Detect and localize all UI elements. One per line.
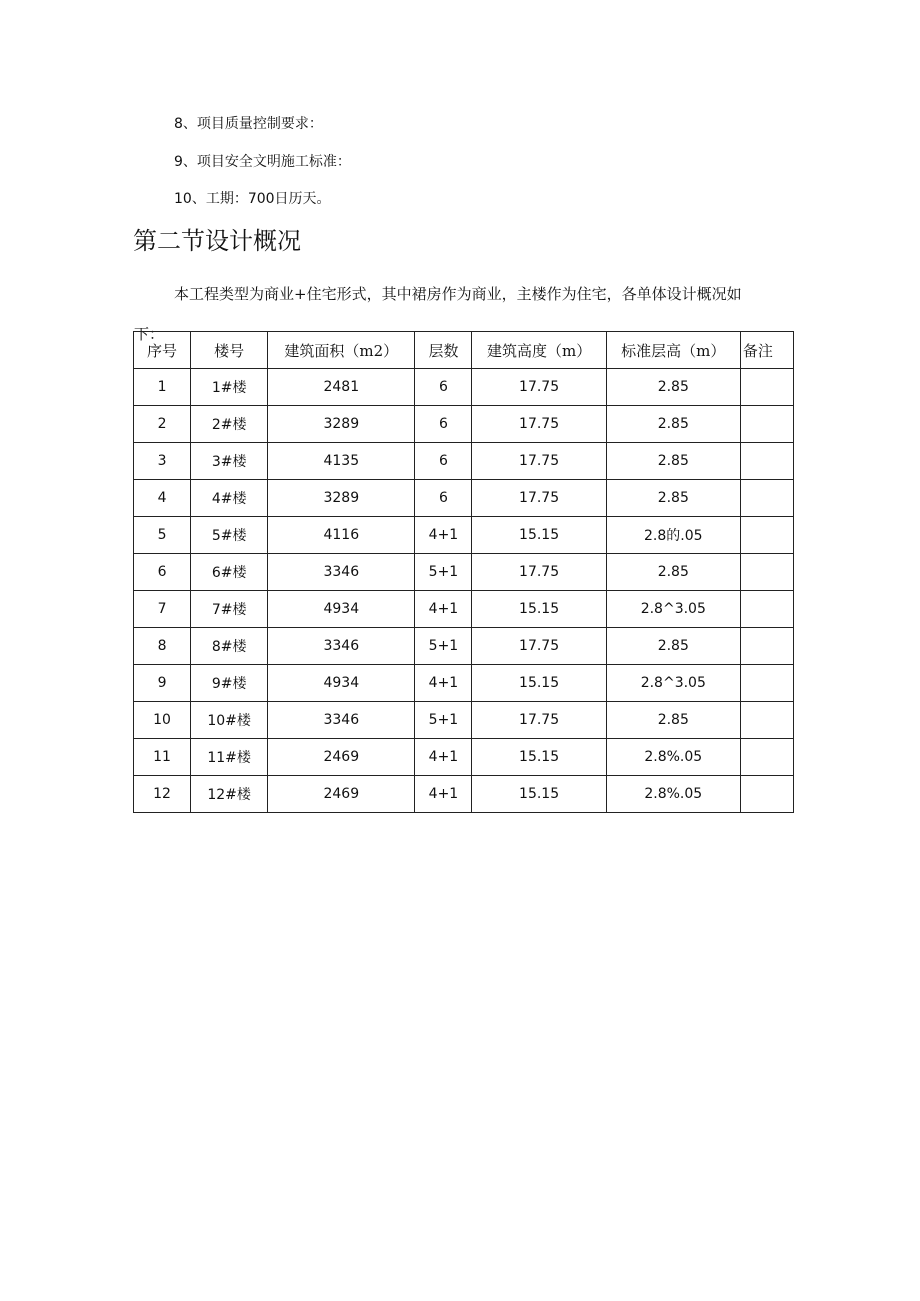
header-cell-floor-height: 标准层高（m） — [606, 332, 740, 369]
cell-remarks — [740, 665, 793, 702]
cell-remarks — [740, 702, 793, 739]
cell-height: 15.15 — [472, 739, 606, 776]
cell-index: 3 — [134, 443, 191, 480]
table-row — [134, 776, 794, 813]
cell-remarks — [740, 739, 793, 776]
cell-index: 1 — [134, 369, 191, 406]
cell-height: 17.75 — [472, 554, 606, 591]
table-row — [134, 480, 794, 517]
cell-floor-height: 2.85 — [606, 628, 740, 665]
cell-index: 11 — [134, 739, 191, 776]
cell-building: 9#楼 — [191, 665, 268, 702]
cell-floor-height: 2.85 — [606, 369, 740, 406]
cell-remarks — [740, 369, 793, 406]
cell-height: 17.75 — [472, 406, 606, 443]
cell-area: 2469 — [268, 739, 415, 776]
cell-index: 8 — [134, 628, 191, 665]
section-title: 第二节设计概况 — [133, 227, 301, 255]
cell-height: 15.15 — [472, 776, 606, 813]
cell-building: 11#楼 — [191, 739, 268, 776]
cell-floor-height: 2.8%.05 — [606, 776, 740, 813]
cell-area: 4934 — [268, 591, 415, 628]
cell-remarks — [740, 554, 793, 591]
cell-height: 17.75 — [472, 369, 606, 406]
cell-building: 1#楼 — [191, 369, 268, 406]
cell-building: 5#楼 — [191, 517, 268, 554]
cell-floors: 6 — [415, 443, 472, 480]
cell-height: 17.75 — [472, 628, 606, 665]
header-cell-remarks: 备注 — [740, 332, 793, 369]
cell-height: 15.15 — [472, 591, 606, 628]
cell-floor-height: 2.8^3.05 — [606, 591, 740, 628]
cell-building: 3#楼 — [191, 443, 268, 480]
cell-floor-height: 2.85 — [606, 406, 740, 443]
cell-remarks — [740, 480, 793, 517]
table-row — [134, 406, 794, 443]
list-item-construction-period: 10、工期：700日历天。 — [174, 191, 331, 207]
table-row — [134, 554, 794, 591]
header-cell-index: 序号 — [134, 332, 191, 369]
cell-floors: 4+1 — [415, 591, 472, 628]
cell-index: 9 — [134, 665, 191, 702]
cell-area: 3346 — [268, 554, 415, 591]
cell-area: 3289 — [268, 480, 415, 517]
cell-height: 15.15 — [472, 665, 606, 702]
table-row — [134, 443, 794, 480]
cell-area: 3346 — [268, 702, 415, 739]
cell-floors: 5+1 — [415, 554, 472, 591]
cell-building: 8#楼 — [191, 628, 268, 665]
cell-floors: 4+1 — [415, 665, 472, 702]
table-row — [134, 517, 794, 554]
cell-height: 17.75 — [472, 443, 606, 480]
design-overview-table — [133, 331, 794, 813]
list-item-quality-control: 8、项目质量控制要求： — [174, 116, 323, 132]
header-cell-floors: 层数 — [415, 332, 472, 369]
table-row — [134, 739, 794, 776]
cell-index: 2 — [134, 406, 191, 443]
cell-index: 12 — [134, 776, 191, 813]
cell-floors: 6 — [415, 480, 472, 517]
cell-floors: 5+1 — [415, 628, 472, 665]
cell-remarks — [740, 406, 793, 443]
cell-floors: 5+1 — [415, 702, 472, 739]
cell-index: 5 — [134, 517, 191, 554]
table-header-row — [134, 332, 794, 369]
table-row — [134, 665, 794, 702]
cell-building: 4#楼 — [191, 480, 268, 517]
cell-floor-height: 2.8的.05 — [606, 517, 740, 554]
cell-height: 17.75 — [472, 480, 606, 517]
cell-floors: 4+1 — [415, 739, 472, 776]
header-cell-area: 建筑面积（m2） — [268, 332, 415, 369]
cell-index: 10 — [134, 702, 191, 739]
cell-floors: 4+1 — [415, 776, 472, 813]
cell-area: 3346 — [268, 628, 415, 665]
cell-floor-height: 2.85 — [606, 480, 740, 517]
cell-area: 2469 — [268, 776, 415, 813]
cell-building: 7#楼 — [191, 591, 268, 628]
cell-area: 4135 — [268, 443, 415, 480]
table-row — [134, 591, 794, 628]
cell-floor-height: 2.85 — [606, 443, 740, 480]
cell-area: 3289 — [268, 406, 415, 443]
cell-area: 4934 — [268, 665, 415, 702]
cell-index: 7 — [134, 591, 191, 628]
table-row — [134, 702, 794, 739]
cell-height: 17.75 — [472, 702, 606, 739]
cell-height: 15.15 — [472, 517, 606, 554]
cell-area: 2481 — [268, 369, 415, 406]
cell-area: 4116 — [268, 517, 415, 554]
cell-floors: 6 — [415, 406, 472, 443]
cell-building: 2#楼 — [191, 406, 268, 443]
cell-floor-height: 2.8^3.05 — [606, 665, 740, 702]
cell-index: 6 — [134, 554, 191, 591]
cell-building: 6#楼 — [191, 554, 268, 591]
header-cell-building: 楼号 — [191, 332, 268, 369]
header-cell-height: 建筑高度（m） — [472, 332, 606, 369]
table-row — [134, 369, 794, 406]
cell-floor-height: 2.8%.05 — [606, 739, 740, 776]
cell-remarks — [740, 591, 793, 628]
cell-remarks — [740, 628, 793, 665]
cell-floors: 4+1 — [415, 517, 472, 554]
list-item-safety-standard: 9、项目安全文明施工标准： — [174, 154, 351, 170]
table-body — [134, 369, 794, 813]
intro-paragraph: 本工程类型为商业+住宅形式，其中裙房作为商业，主楼作为住宅，各单体设计概况如下： — [134, 285, 742, 343]
table-row — [134, 628, 794, 665]
cell-floors: 6 — [415, 369, 472, 406]
cell-floor-height: 2.85 — [606, 702, 740, 739]
cell-index: 4 — [134, 480, 191, 517]
cell-remarks — [740, 776, 793, 813]
cell-floor-height: 2.85 — [606, 554, 740, 591]
cell-building: 12#楼 — [191, 776, 268, 813]
cell-remarks — [740, 443, 793, 480]
cell-building: 10#楼 — [191, 702, 268, 739]
cell-remarks — [740, 517, 793, 554]
